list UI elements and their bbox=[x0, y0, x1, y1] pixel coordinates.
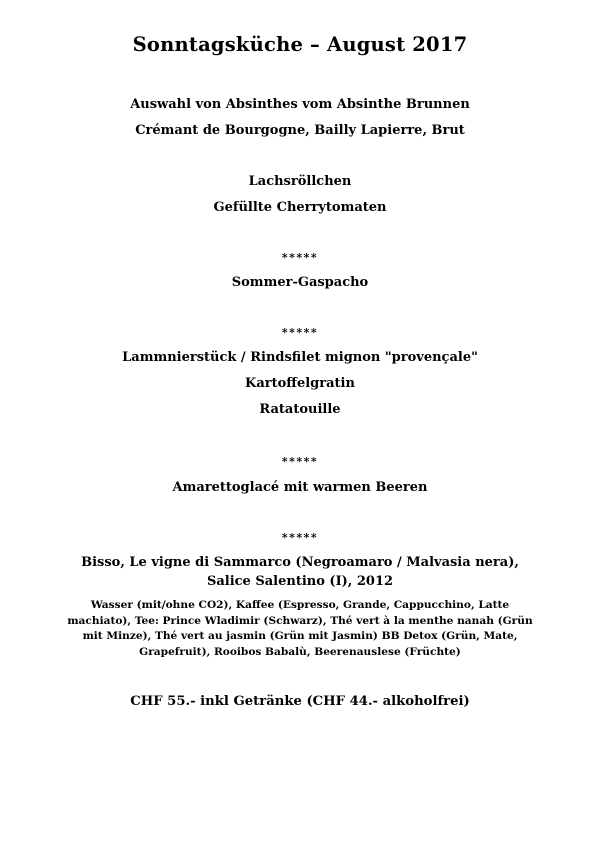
dessert-amarettoglace: Amarettoglacé mit warmen Beeren bbox=[172, 480, 428, 495]
main-ratatouille: Ratatouille bbox=[259, 402, 341, 417]
aperitif-absinthe: Auswahl von Absinthes vom Absinthe Brunnen bbox=[130, 97, 470, 112]
wine-line-2: Salice Salentino (I), 2012 bbox=[206, 574, 394, 589]
course-separator: ***** bbox=[281, 251, 319, 264]
beverages-list: Wasser (mit/ohne CO2), Kaffee (Espresso, Grande, Cappucchino, Latte machiato), Tee: Prince Wladimir (Schwarz), Thé vert à la menthe nanah (Grün mit Minze), Thé vert au jasmin (Grün mit Jasmin) BB Detox (Grün, Mate, Grapefruit), Rooibos Babalù, Beerenauslese (Früchte) bbox=[67, 599, 533, 658]
main-kartoffelgratin: Kartoffelgratin bbox=[245, 376, 355, 391]
course-separator: ***** bbox=[281, 455, 319, 468]
course-separator: ***** bbox=[281, 326, 319, 339]
price-line: CHF 55.- inkl Getränke (CHF 44.- alkoholfrei) bbox=[130, 694, 470, 709]
main-lamm-rindsfilet: Lammnierstück / Rindsfilet mignon "provençale" bbox=[122, 350, 478, 365]
starter-cherrytomaten: Gefüllte Cherrytomaten bbox=[213, 200, 387, 215]
wine-line-1: Bisso, Le vigne di Sammarco (Negroamaro / Malvasia nera), bbox=[81, 555, 519, 570]
aperitif-cremant: Crémant de Bourgogne, Bailly Lapierre, Brut bbox=[135, 123, 465, 138]
course-separator: ***** bbox=[281, 531, 319, 544]
soup-gaspacho: Sommer-Gaspacho bbox=[231, 275, 369, 290]
starter-lachsroellchen: Lachsröllchen bbox=[248, 174, 352, 189]
menu-title: Sonntagsküche – August 2017 bbox=[132, 33, 468, 56]
